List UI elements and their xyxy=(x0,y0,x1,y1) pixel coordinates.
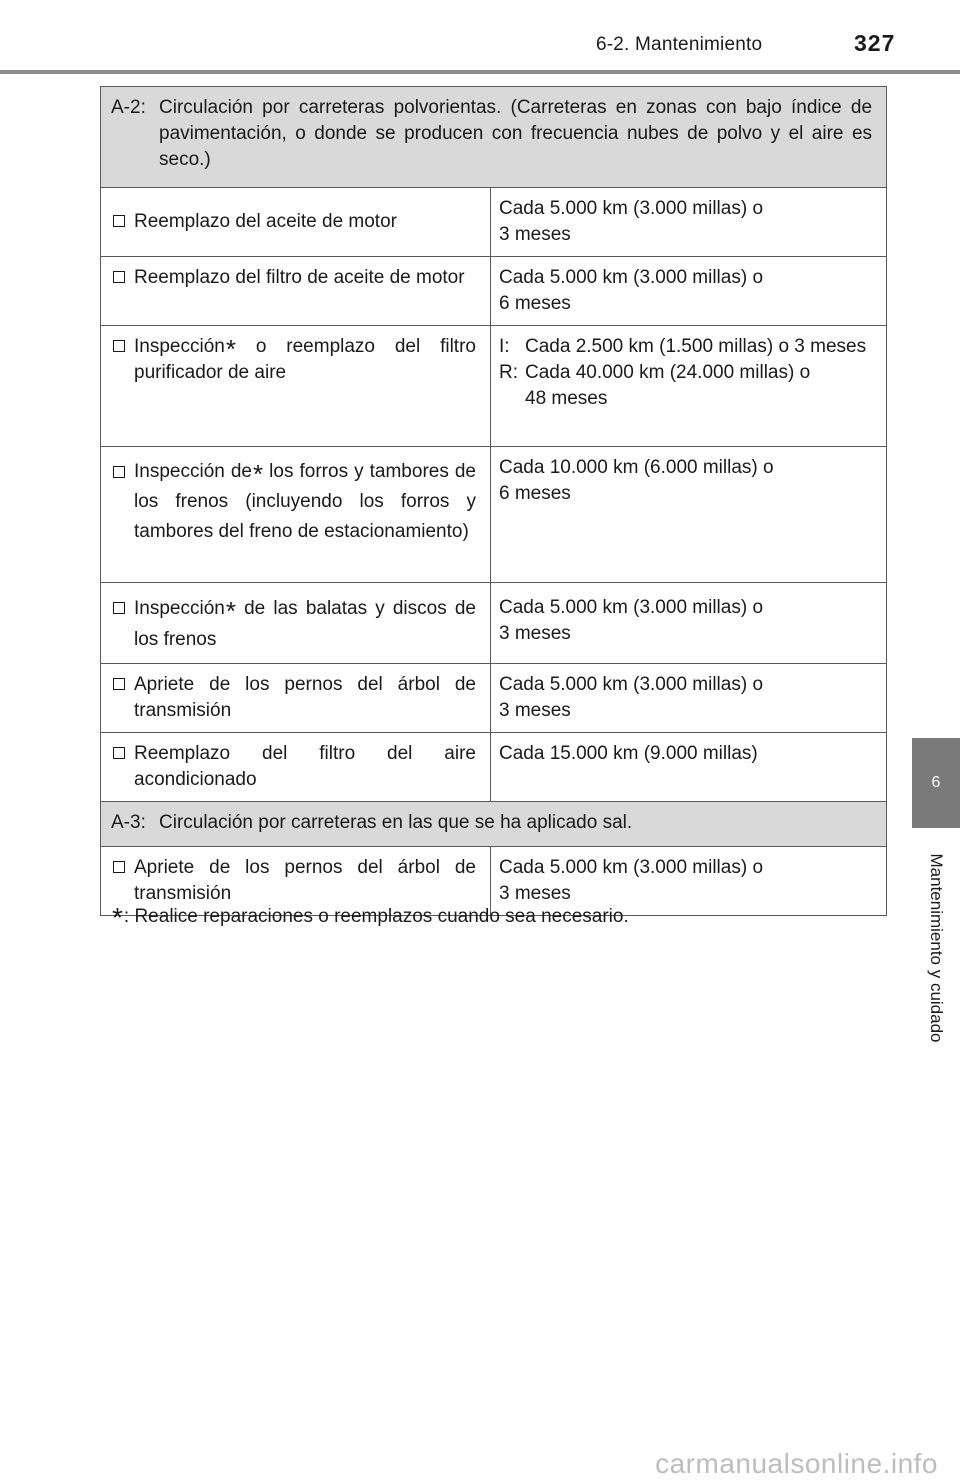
checkbox-icon xyxy=(113,861,125,873)
table-row xyxy=(101,733,887,802)
item-label: Reemplazo del filtro del aire acondicionado xyxy=(134,743,476,790)
item-cell xyxy=(101,583,491,664)
section-title: 6-2. Mantenimiento xyxy=(596,34,763,55)
checkbox-icon xyxy=(113,271,125,283)
interval-cell: Cada 5.000 km (3.000 millas) o 3 meses xyxy=(491,583,887,664)
item-label: Reemplazo del filtro de aceite de motor xyxy=(134,267,465,288)
header-rule xyxy=(0,70,960,74)
item-cell xyxy=(101,733,491,802)
chapter-tab-number: 6 xyxy=(931,774,941,791)
item-label: Inspección* de las balatas y discos de los frenos xyxy=(134,596,476,650)
item-cell xyxy=(101,326,491,447)
interval-cell: Cada 5.000 km (3.000 millas) o 3 meses xyxy=(491,188,887,257)
footnote xyxy=(112,902,629,933)
interval-replacement: R: Cada 40.000 km (24.000 millas) o 48 meses xyxy=(499,362,811,409)
group-header-row xyxy=(101,802,887,847)
chapter-tab-label: Mantenimiento y cuidado xyxy=(927,853,946,1043)
item-cell xyxy=(101,257,491,326)
group-header-cell xyxy=(101,87,887,188)
checkbox-icon xyxy=(113,678,125,690)
item-cell xyxy=(101,188,491,257)
item-label: Apriete de los pernos del árbol de transmisión xyxy=(134,857,476,904)
watermark: carmanualsonline.info xyxy=(655,1448,938,1479)
checkbox-icon xyxy=(113,747,125,759)
asterisk-mark: * xyxy=(253,459,264,489)
table-row xyxy=(101,583,887,664)
item-label: Reemplazo del aceite de motor xyxy=(134,211,397,232)
item-label: Apriete de los pernos del árbol de transmisión xyxy=(134,674,476,721)
interval-inspection: I: Cada 2.500 km (1.500 millas) o 3 meses xyxy=(499,336,867,357)
table-row xyxy=(101,257,887,326)
interval-cell: Cada 5.000 km (3.000 millas) o 6 meses xyxy=(491,257,887,326)
interval-cell: Cada 5.000 km (3.000 millas) o 3 meses xyxy=(491,847,887,916)
footnote-text: : Realice reparaciones o reemplazos cuando sea necesario. xyxy=(123,906,629,927)
interval-cell: Cada 15.000 km (9.000 millas) xyxy=(491,733,887,802)
item-cell xyxy=(101,447,491,583)
chapter-tab[interactable] xyxy=(912,738,960,828)
asterisk-mark: * xyxy=(112,902,123,933)
checkbox-icon xyxy=(113,340,125,352)
table-row xyxy=(101,188,887,257)
interval-cell xyxy=(491,326,887,447)
asterisk-mark: * xyxy=(225,596,236,626)
group-code: A-3: xyxy=(111,812,146,833)
table-row xyxy=(101,447,887,583)
maintenance-table xyxy=(100,86,887,916)
table-row xyxy=(101,326,887,447)
group-header-cell xyxy=(101,802,887,847)
item-label: Inspección de* los forros y tambores de los frenos (incluyendo los forros y tambores del freno de estacionamiento) xyxy=(134,459,477,542)
interval-cell: Cada 10.000 km (6.000 millas) o 6 meses xyxy=(491,447,887,583)
item-label: Inspección* o reemplazo del filtro purificador de aire xyxy=(134,334,476,383)
asterisk-mark: * xyxy=(225,334,236,364)
group-description: Circulación por carreteras polvorientas. (Carreteras en zonas con bajo índice de pavimentación, o donde se producen con frecuencia nubes de polvo y el aire es seco.) xyxy=(159,97,873,170)
item-cell xyxy=(101,664,491,733)
interval-cell: Cada 5.000 km (3.000 millas) o 3 meses xyxy=(491,664,887,733)
group-code: A-2: xyxy=(111,97,146,118)
checkbox-icon xyxy=(113,602,125,614)
checkbox-icon xyxy=(113,215,125,227)
page-number: 327 xyxy=(854,30,896,56)
checkbox-icon xyxy=(113,466,125,478)
group-header-row xyxy=(101,87,887,188)
group-description: Circulación por carreteras en las que se ha aplicado sal. xyxy=(159,812,633,833)
table-row xyxy=(101,664,887,733)
